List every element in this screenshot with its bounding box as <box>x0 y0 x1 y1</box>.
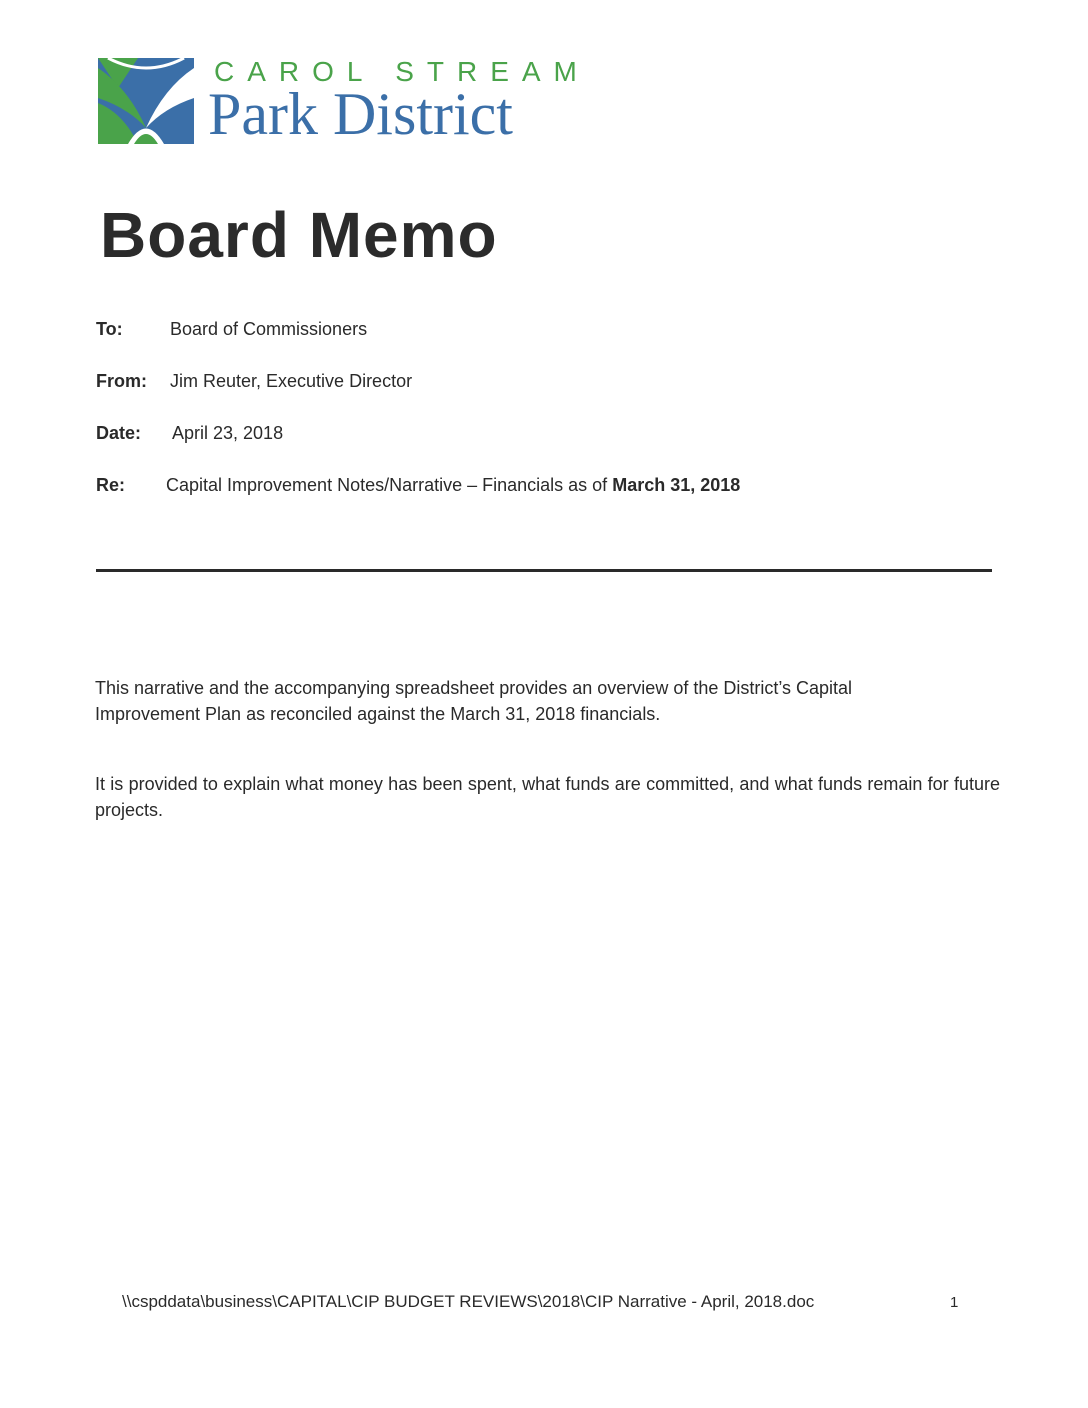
divider-rule <box>96 569 992 572</box>
body-paragraph-1-line-1: This narrative and the accompanying spreadsheet provides an overview of the District’s Capital <box>95 678 853 698</box>
from-value: Jim Reuter, Executive Director <box>170 371 413 391</box>
date-field <box>96 423 284 444</box>
date-label: Date: <box>96 423 142 443</box>
footer-file-path: \\cspddata\business\CAPITAL\CIP BUDGET REVIEWS\2018\CIP Narrative - April, 2018.doc <box>122 1292 815 1311</box>
body-paragraph-1-line-2: Improvement Plan as reconciled against the March 31, 2018 financials. <box>95 704 661 724</box>
park-district-logo-mark-icon <box>98 58 194 144</box>
to-label: To: <box>96 319 123 339</box>
from-label: From: <box>96 371 147 391</box>
memo-title: Board Memo <box>100 199 498 271</box>
re-field <box>96 475 741 496</box>
logo-top-text: CAROL STREAM <box>214 56 590 87</box>
body-paragraph-1 <box>95 675 1000 727</box>
re-value: Capital Improvement Notes/Narrative – Financials as of <box>166 475 608 495</box>
park-district-logo <box>98 56 618 146</box>
to-value: Board of Commissioners <box>170 319 368 339</box>
re-value-date: March 31, 2018 <box>612 475 741 495</box>
re-value-container <box>166 475 740 496</box>
date-value: April 23, 2018 <box>172 423 284 443</box>
from-field <box>96 371 413 392</box>
logo-bottom-text: Park District <box>208 81 513 147</box>
page-number: 1 <box>950 1294 959 1311</box>
body-paragraph-2: It is provided to explain what money has been spent, what funds are committed, and what funds remain for future projects. <box>95 774 1000 820</box>
re-label: Re: <box>96 475 126 495</box>
to-field <box>96 319 368 340</box>
